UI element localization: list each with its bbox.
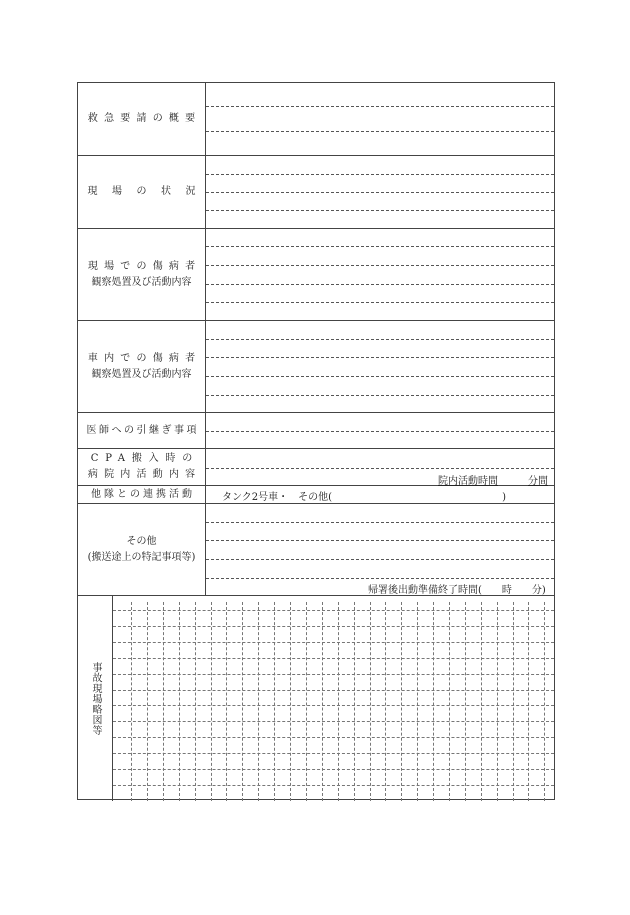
- cooperation-field[interactable]: [206, 486, 554, 503]
- writing-line: [206, 376, 554, 377]
- writing-line: [206, 357, 554, 358]
- grid-line-vertical: [354, 602, 355, 801]
- grid-line-vertical: [497, 602, 498, 801]
- request-summary-label: [78, 83, 206, 155]
- cooperation-label-text: 他隊との連携活動: [91, 488, 195, 500]
- vehicle-treatment-field[interactable]: [206, 321, 554, 412]
- handover-label-text: 医師への引継ぎ事項: [86, 424, 199, 436]
- cpa-field[interactable]: [206, 449, 554, 485]
- handover-label: [78, 413, 206, 448]
- grid-line-vertical: [258, 602, 259, 801]
- handover-field[interactable]: [206, 413, 554, 448]
- writing-line: [206, 131, 554, 132]
- writing-line: [206, 174, 554, 175]
- grid-line-vertical: [449, 602, 450, 801]
- grid-line-vertical: [465, 602, 466, 801]
- activity-report-form: [77, 82, 555, 800]
- grid-line-vertical: [338, 602, 339, 801]
- writing-line: [206, 339, 554, 340]
- scene-treatment-field[interactable]: [206, 229, 554, 320]
- scene-treatment-label-line2: 観察処置及び活動内容: [91, 276, 192, 288]
- scene-status-label-text: 現場の状況: [87, 186, 210, 197]
- row-scene-treatment: [78, 229, 554, 321]
- other-label-line1: その他: [126, 535, 157, 547]
- hospital-time-unit: 分間: [528, 476, 548, 487]
- other-field[interactable]: [206, 504, 554, 595]
- other-label-line2: (搬送途上の特記事項等): [87, 551, 196, 563]
- grid-line-vertical: [513, 602, 514, 801]
- row-scene-status: [78, 156, 554, 229]
- cpa-label-line2: 病院内活動内容: [87, 469, 202, 480]
- row-vehicle-treatment: [78, 321, 554, 413]
- grid-line-vertical: [417, 602, 418, 801]
- writing-line: [206, 559, 554, 560]
- writing-line: [206, 578, 554, 579]
- writing-line: [206, 522, 554, 523]
- grid-line-vertical: [147, 602, 148, 801]
- other-label: [78, 504, 206, 595]
- grid-line-vertical: [528, 602, 529, 801]
- grid-line-vertical: [481, 602, 482, 801]
- grid-line-vertical: [385, 602, 386, 801]
- grid-line-vertical: [401, 602, 402, 801]
- grid-line-vertical: [306, 602, 307, 801]
- grid-line-vertical: [242, 602, 243, 801]
- sketch-grid[interactable]: [113, 596, 554, 801]
- vehicle-treatment-label-line2: 観察処置及び活動内容: [91, 368, 192, 380]
- hospital-time-label: 院内活動時間: [438, 476, 498, 487]
- writing-line: [206, 106, 554, 107]
- cooperation-label: [78, 486, 206, 503]
- request-summary-label-text: 救急要請の概要: [87, 113, 202, 124]
- writing-line: [206, 265, 554, 266]
- grid-line-vertical: [290, 602, 291, 801]
- grid-line-vertical: [322, 602, 323, 801]
- cooperation-value: タンク2号車・ その他( ): [222, 492, 506, 503]
- grid-line-vertical: [179, 602, 180, 801]
- row-cpa: [78, 449, 554, 486]
- vehicle-treatment-label: [78, 321, 206, 412]
- grid-line-vertical: [544, 602, 545, 801]
- writing-line: [206, 540, 554, 541]
- sketch-label: [78, 596, 113, 801]
- scene-treatment-label: [78, 229, 206, 320]
- vehicle-treatment-label-line1: 車内での傷病者: [87, 352, 202, 364]
- cpa-label: [78, 449, 206, 485]
- writing-line: [206, 246, 554, 247]
- row-other: [78, 504, 554, 596]
- grid-line-vertical: [433, 602, 434, 801]
- cpa-label-line1: CPA搬入時の: [90, 453, 200, 464]
- return-time-text: 帰署後出動準備終了時間( 時 分): [368, 585, 546, 596]
- writing-line: [206, 431, 554, 432]
- writing-line: [206, 192, 554, 193]
- row-cooperation: [78, 486, 554, 504]
- grid-line-vertical: [211, 602, 212, 801]
- grid-line-vertical: [195, 602, 196, 801]
- grid-line-vertical: [226, 602, 227, 801]
- sketch-label-text: 事故現場略図等: [90, 661, 101, 736]
- writing-line: [206, 395, 554, 396]
- writing-line: [206, 468, 554, 469]
- writing-line: [206, 210, 554, 211]
- row-handover: [78, 413, 554, 449]
- writing-line: [206, 302, 554, 303]
- scene-status-label: [78, 156, 210, 228]
- grid-line-vertical: [163, 602, 164, 801]
- request-summary-field[interactable]: [206, 83, 554, 155]
- row-sketch: [78, 596, 554, 801]
- scene-treatment-label-line1: 現場での傷病者: [87, 260, 202, 272]
- scene-status-field[interactable]: [206, 156, 554, 228]
- row-request-summary: [78, 83, 554, 156]
- writing-line: [206, 284, 554, 285]
- grid-line-vertical: [131, 602, 132, 801]
- grid-line-vertical: [370, 602, 371, 801]
- grid-line-vertical: [274, 602, 275, 801]
